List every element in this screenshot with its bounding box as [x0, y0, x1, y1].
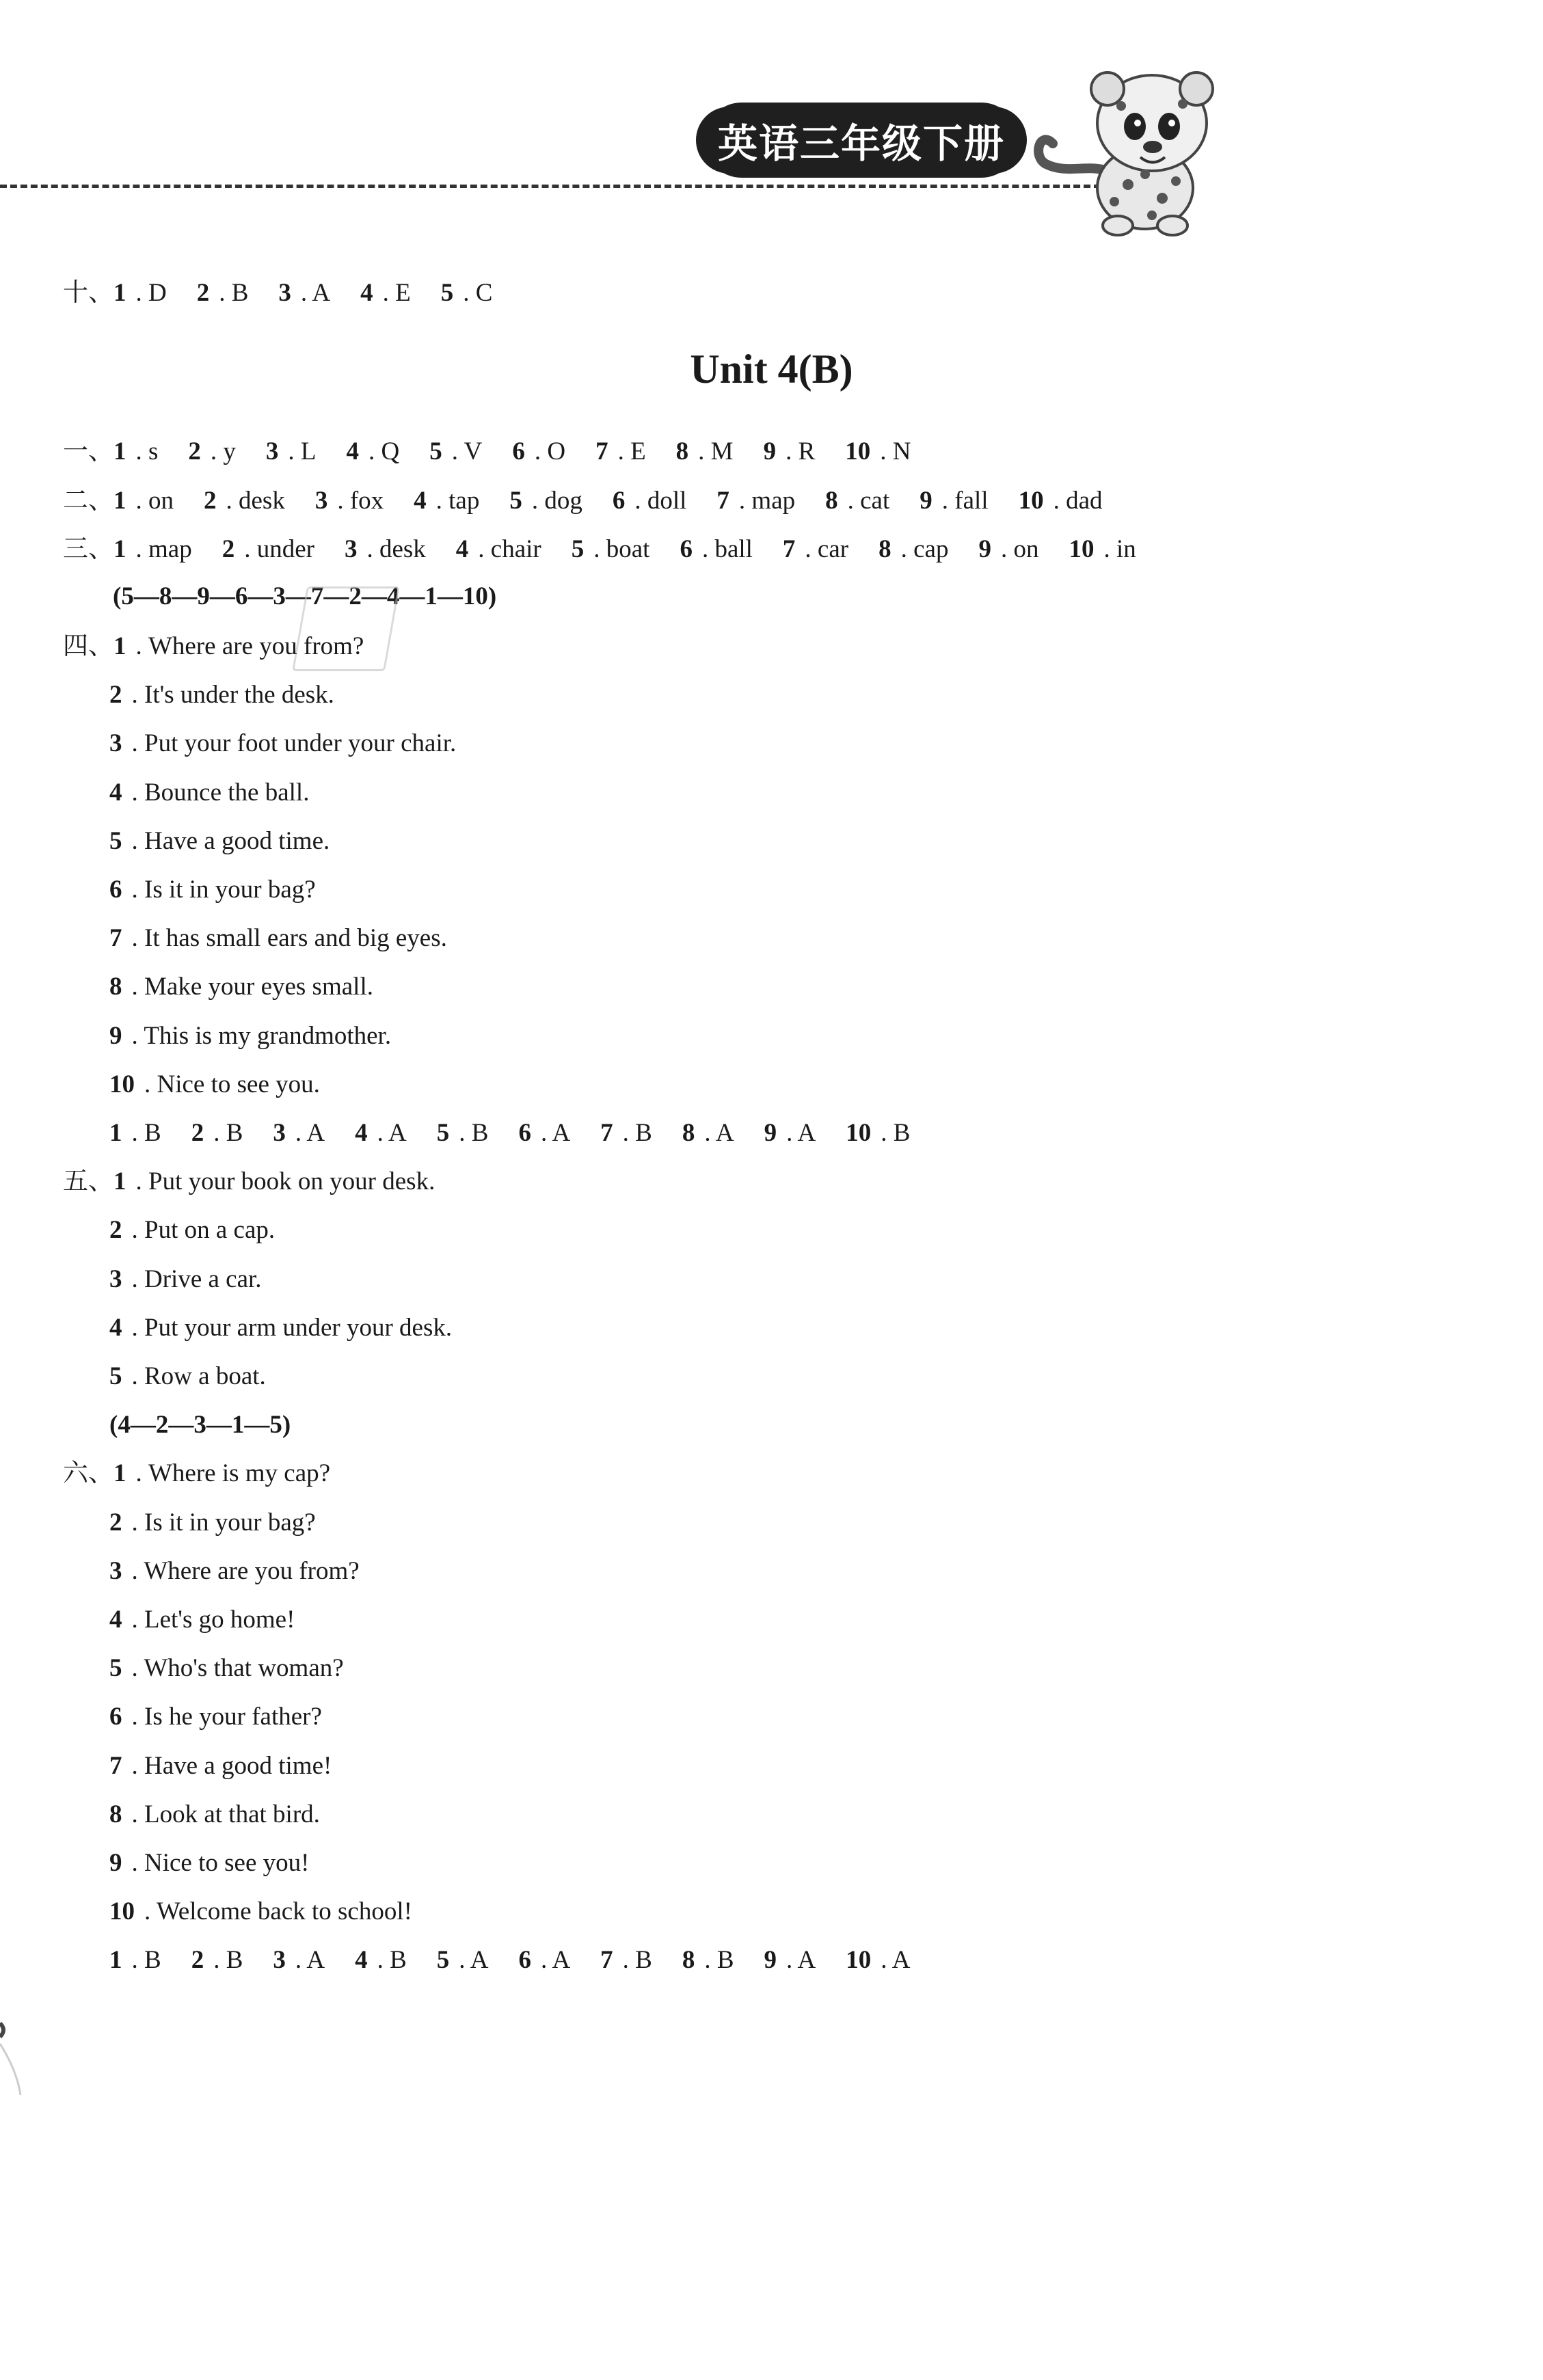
sentence-number: 3: [109, 729, 122, 758]
item-number: 4: [455, 535, 469, 563]
book-title: 英语三年级下册: [717, 120, 1005, 167]
sentence-line: 7 . It has small ears and big eyes.: [109, 924, 447, 953]
item-number: 7: [595, 437, 608, 465]
item-number: 4: [414, 487, 427, 515]
item-number: 10: [845, 437, 871, 465]
item-number: 6: [612, 487, 626, 515]
item-answer: tap: [448, 487, 480, 515]
item-number: 8: [682, 1119, 695, 1147]
sentence-line: 2 . It's under the desk.: [109, 681, 334, 709]
sentence-number: 4: [109, 1606, 122, 1634]
item-answer: in: [1116, 535, 1136, 563]
section-four-answers: 1 . B 2 . B 3 . A 4 . A 5 . B 6 . A 7 . B 8 . A 9 . A 10 . B: [109, 1119, 911, 1147]
item-number: 1: [113, 437, 126, 465]
item-number: 3: [273, 1119, 286, 1147]
item-number: 5: [429, 437, 442, 465]
item-answer: dad: [1066, 487, 1103, 515]
sentence-number: 1: [113, 1459, 126, 1488]
section-five-sequence: (4—2—3—1—5): [109, 1411, 291, 1439]
item-answer: map: [751, 487, 796, 515]
item-answer: R: [798, 437, 816, 465]
sentence-text: Where are you from?: [148, 632, 364, 660]
item-number: 4: [346, 437, 360, 465]
sentence-text: Put on a cap.: [144, 1216, 276, 1245]
section-two-row: 二、1 . on 2 . desk 3 . fox 4 . tap 5 . dog 6 . doll 7 . map 8 . cat 9 . fall 10 . dad: [63, 487, 1103, 515]
item-answer: desk: [379, 535, 426, 563]
item-number: 5: [509, 487, 522, 515]
sentence-number: 8: [109, 1800, 122, 1828]
section-three-row: 三、1 . map 2 . under 3 . desk 4 . chair 5 . boat 6 . ball 7 . car 8 . cap 9 . on 10 . in: [63, 535, 1136, 563]
item-answer: fox: [349, 487, 384, 515]
item-number: 2: [204, 487, 217, 515]
sentence-number: 1: [113, 1167, 126, 1196]
item-answer: B: [144, 1946, 161, 1975]
item-number: 5: [571, 535, 585, 563]
page-header: [0, 0, 1543, 246]
header-dashed-divider: [0, 185, 1101, 188]
sentence-number: 2: [109, 1508, 122, 1537]
item-number: 2: [191, 1946, 204, 1975]
item-answer: V: [464, 437, 483, 465]
section-three-sequence: (5—8—9—6—3—7—2—4—1—10): [113, 582, 497, 610]
item-number: 4: [355, 1119, 368, 1147]
sentence-text: It has small ears and big eyes.: [144, 924, 447, 953]
item-answer: B: [716, 1946, 734, 1975]
sentence-text: Look at that bird.: [144, 1800, 320, 1828]
item-number: 9: [978, 535, 991, 563]
item-number: 8: [675, 437, 689, 465]
section-label: 二、: [63, 487, 113, 515]
item-number: 10: [846, 1946, 872, 1975]
section-label: 三、: [63, 535, 113, 563]
sentence-line: 8 . Look at that bird.: [109, 1800, 320, 1828]
sentence-text: Drive a car.: [144, 1265, 262, 1293]
item-answer: B: [226, 1946, 243, 1975]
section-label: 五、: [63, 1167, 113, 1196]
item-number: 5: [436, 1119, 450, 1147]
sentence-line: 8 . Make your eyes small.: [109, 973, 373, 1001]
item-answer: on: [148, 487, 174, 515]
sentence-text: Row a boat.: [144, 1362, 266, 1390]
sentence-text: Is it in your bag?: [144, 876, 316, 904]
sentence-number: 2: [109, 681, 122, 709]
item-answer: B: [144, 1119, 161, 1147]
sentence-number: 9: [109, 1021, 122, 1050]
sentence-number: 1: [113, 632, 126, 660]
item-answer: cat: [860, 487, 890, 515]
item-number: 1: [109, 1946, 122, 1975]
section-six-answers: 1 . B 2 . B 3 . A 4 . B 5 . A 6 . A 7 . B 8 . B 9 . A 10 . A: [109, 1946, 911, 1975]
item-number: 10: [1069, 535, 1095, 563]
item-answer: A: [306, 1119, 325, 1147]
sentence-line: 7 . Have a good time!: [109, 1751, 332, 1780]
section-label: 六、: [63, 1459, 113, 1488]
item-number: 9: [764, 1119, 777, 1147]
sentence-text: Put your foot under your chair.: [144, 729, 457, 758]
sentence-line: 6 . Is it in your bag?: [109, 876, 316, 904]
sentence-number: 2: [109, 1216, 122, 1245]
item-answer: A: [306, 1946, 325, 1975]
section-one-row: 一、1 . s 2 . y 3 . L 4 . Q 5 . V 6 . O 7 . E 8 . M 9 . R 10 . N: [63, 437, 911, 465]
item-number: 6: [512, 437, 525, 465]
sentence-line: 10 . Welcome back to school!: [109, 1897, 412, 1926]
item-number: 2: [188, 437, 201, 465]
item-answer: B: [635, 1119, 652, 1147]
sentence-line: 5 . Have a good time.: [109, 826, 330, 855]
item-number: 6: [518, 1119, 531, 1147]
sentence-line: 10 . Nice to see you.: [109, 1070, 320, 1098]
sentence-number: 7: [109, 1751, 122, 1780]
sentence-line: 4 . Put your arm under your desk.: [109, 1313, 453, 1342]
item-number: 9: [764, 1946, 777, 1975]
item-number: 8: [825, 487, 838, 515]
item-answer: y: [223, 437, 236, 465]
item-answer: A: [715, 1119, 734, 1147]
sentence-text: Where is my cap?: [148, 1459, 331, 1488]
item-answer: M: [710, 437, 734, 465]
item-answer: s: [148, 437, 159, 465]
sentence-text: Make your eyes small.: [144, 973, 373, 1001]
item-number: 3: [344, 535, 358, 563]
item-number: 7: [600, 1946, 613, 1975]
sentence-line: 4 . Bounce the ball.: [109, 778, 310, 807]
sentence-number: 9: [109, 1849, 122, 1877]
page-edge-shadow-icon: [0, 1996, 27, 2098]
item-answer: car: [817, 535, 849, 563]
item-number: 3: [273, 1946, 286, 1975]
sentence-number: 3: [109, 1265, 122, 1293]
item-answer: dog: [544, 487, 582, 515]
sentence-number: 6: [109, 876, 122, 904]
sentence-line: 4 . Let's go home!: [109, 1606, 295, 1634]
sentence-line: 四、1 . Where are you from?: [63, 632, 364, 660]
item-answer: B: [390, 1946, 407, 1975]
item-number: 3: [314, 487, 328, 515]
sentence-text: Nice to see you!: [144, 1849, 310, 1877]
sentence-text: Let's go home!: [144, 1606, 295, 1634]
item-answer: A: [797, 1119, 816, 1147]
sentence-text: Have a good time!: [144, 1751, 332, 1780]
item-number: 7: [600, 1119, 613, 1147]
item-answer: E: [630, 437, 646, 465]
item-number: 1: [113, 535, 126, 563]
item-answer: B: [635, 1946, 652, 1975]
sentence-line: 2 . Is it in your bag?: [109, 1508, 316, 1537]
sentence-text: Have a good time.: [144, 826, 330, 855]
item-answer: chair: [490, 535, 541, 563]
book-title-badge: [704, 103, 1019, 178]
item-answer: Q: [381, 437, 400, 465]
sentence-line: 3 . Drive a car.: [109, 1265, 262, 1293]
sentence-text: Put your book on your desk.: [148, 1167, 435, 1196]
item-answer: cap: [913, 535, 949, 563]
item-number: 9: [920, 487, 932, 515]
item-answer: B: [893, 1119, 911, 1147]
item-number: 7: [782, 535, 796, 563]
sentence-text: Is it in your bag?: [144, 1508, 316, 1537]
item-number: 5: [436, 1946, 450, 1975]
item-number: 10: [1018, 487, 1044, 515]
sentence-line: 3 . Put your foot under your chair.: [109, 729, 457, 758]
item-number: 6: [680, 535, 693, 563]
item-number: 1: [113, 487, 126, 515]
item-number: 4: [355, 1946, 368, 1975]
item-number: 8: [878, 535, 891, 563]
item-answer: A: [552, 1119, 571, 1147]
item-answer: A: [470, 1946, 489, 1975]
sentence-number: 8: [109, 973, 122, 1001]
sentence-number: 5: [109, 1362, 122, 1390]
sentence-text: Bounce the ball.: [144, 778, 310, 807]
sentence-line: 五、1 . Put your book on your desk.: [63, 1167, 435, 1196]
item-answer: B: [226, 1119, 243, 1147]
item-number: 9: [763, 437, 777, 465]
sentence-line: 9 . Nice to see you!: [109, 1849, 310, 1877]
item-answer: on: [1013, 535, 1039, 563]
sentence-line: 6 . Is he your father?: [109, 1703, 322, 1731]
item-number: 3: [265, 437, 279, 465]
sentence-number: 10: [109, 1897, 135, 1926]
item-answer: A: [388, 1119, 407, 1147]
sentence-number: 5: [109, 1654, 122, 1683]
item-answer: A: [797, 1946, 816, 1975]
item-number: 10: [846, 1119, 872, 1147]
sentence-line: 9 . This is my grandmother.: [109, 1021, 392, 1050]
item-answer: A: [552, 1946, 571, 1975]
item-answer: doll: [647, 487, 687, 515]
sentence-line: 5 . Who's that woman?: [109, 1654, 344, 1683]
item-answer: A: [891, 1946, 911, 1975]
item-answer: boat: [606, 535, 650, 563]
item-answer: L: [300, 437, 317, 465]
section-label: 四、: [63, 632, 113, 660]
item-number: 2: [222, 535, 235, 563]
item-number: 7: [716, 487, 729, 515]
sentence-text: Is he your father?: [144, 1703, 322, 1731]
section-label: 一、: [63, 437, 113, 465]
sentence-text: This is my grandmother.: [144, 1021, 392, 1050]
sentence-number: 5: [109, 826, 122, 855]
item-answer: ball: [714, 535, 753, 563]
item-number: 8: [682, 1946, 695, 1975]
item-number: 6: [518, 1946, 531, 1975]
sentence-number: 7: [109, 924, 122, 953]
sentence-number: 3: [109, 1556, 122, 1585]
item-answer: desk: [239, 487, 285, 515]
sentence-line: 5 . Row a boat.: [109, 1362, 266, 1390]
item-answer: fall: [954, 487, 989, 515]
sentence-text: Welcome back to school!: [156, 1897, 412, 1926]
unit-title: Unit 4(B): [690, 347, 853, 392]
item-number: 1: [109, 1119, 122, 1147]
sentence-line: 3 . Where are you from?: [109, 1556, 360, 1585]
sentence-number: 4: [109, 1313, 122, 1342]
sentence-line: 六、1 . Where is my cap?: [63, 1459, 331, 1488]
sentence-number: 6: [109, 1703, 122, 1731]
sentence-number: 4: [109, 778, 122, 807]
sentence-text: Where are you from?: [144, 1556, 360, 1585]
item-number: 2: [191, 1119, 204, 1147]
sentence-text: Nice to see you.: [157, 1070, 320, 1098]
item-answer: N: [892, 437, 911, 465]
prev-section-row: 十、1 . D 2 . B 3 . A 4 . E 5 . C: [63, 279, 493, 307]
item-answer: map: [148, 535, 192, 563]
sentence-number: 10: [109, 1070, 135, 1098]
item-answer: B: [471, 1119, 489, 1147]
leopard-mascot-icon: [1025, 62, 1258, 246]
item-answer: O: [547, 437, 566, 465]
sentence-text: It's under the desk.: [144, 681, 334, 709]
section-label: 十、: [63, 279, 113, 307]
item-answer: under: [256, 535, 314, 563]
sentence-line: 2 . Put on a cap.: [109, 1216, 276, 1245]
sentence-text: Who's that woman?: [144, 1654, 344, 1683]
sentence-text: Put your arm under your desk.: [144, 1313, 453, 1342]
